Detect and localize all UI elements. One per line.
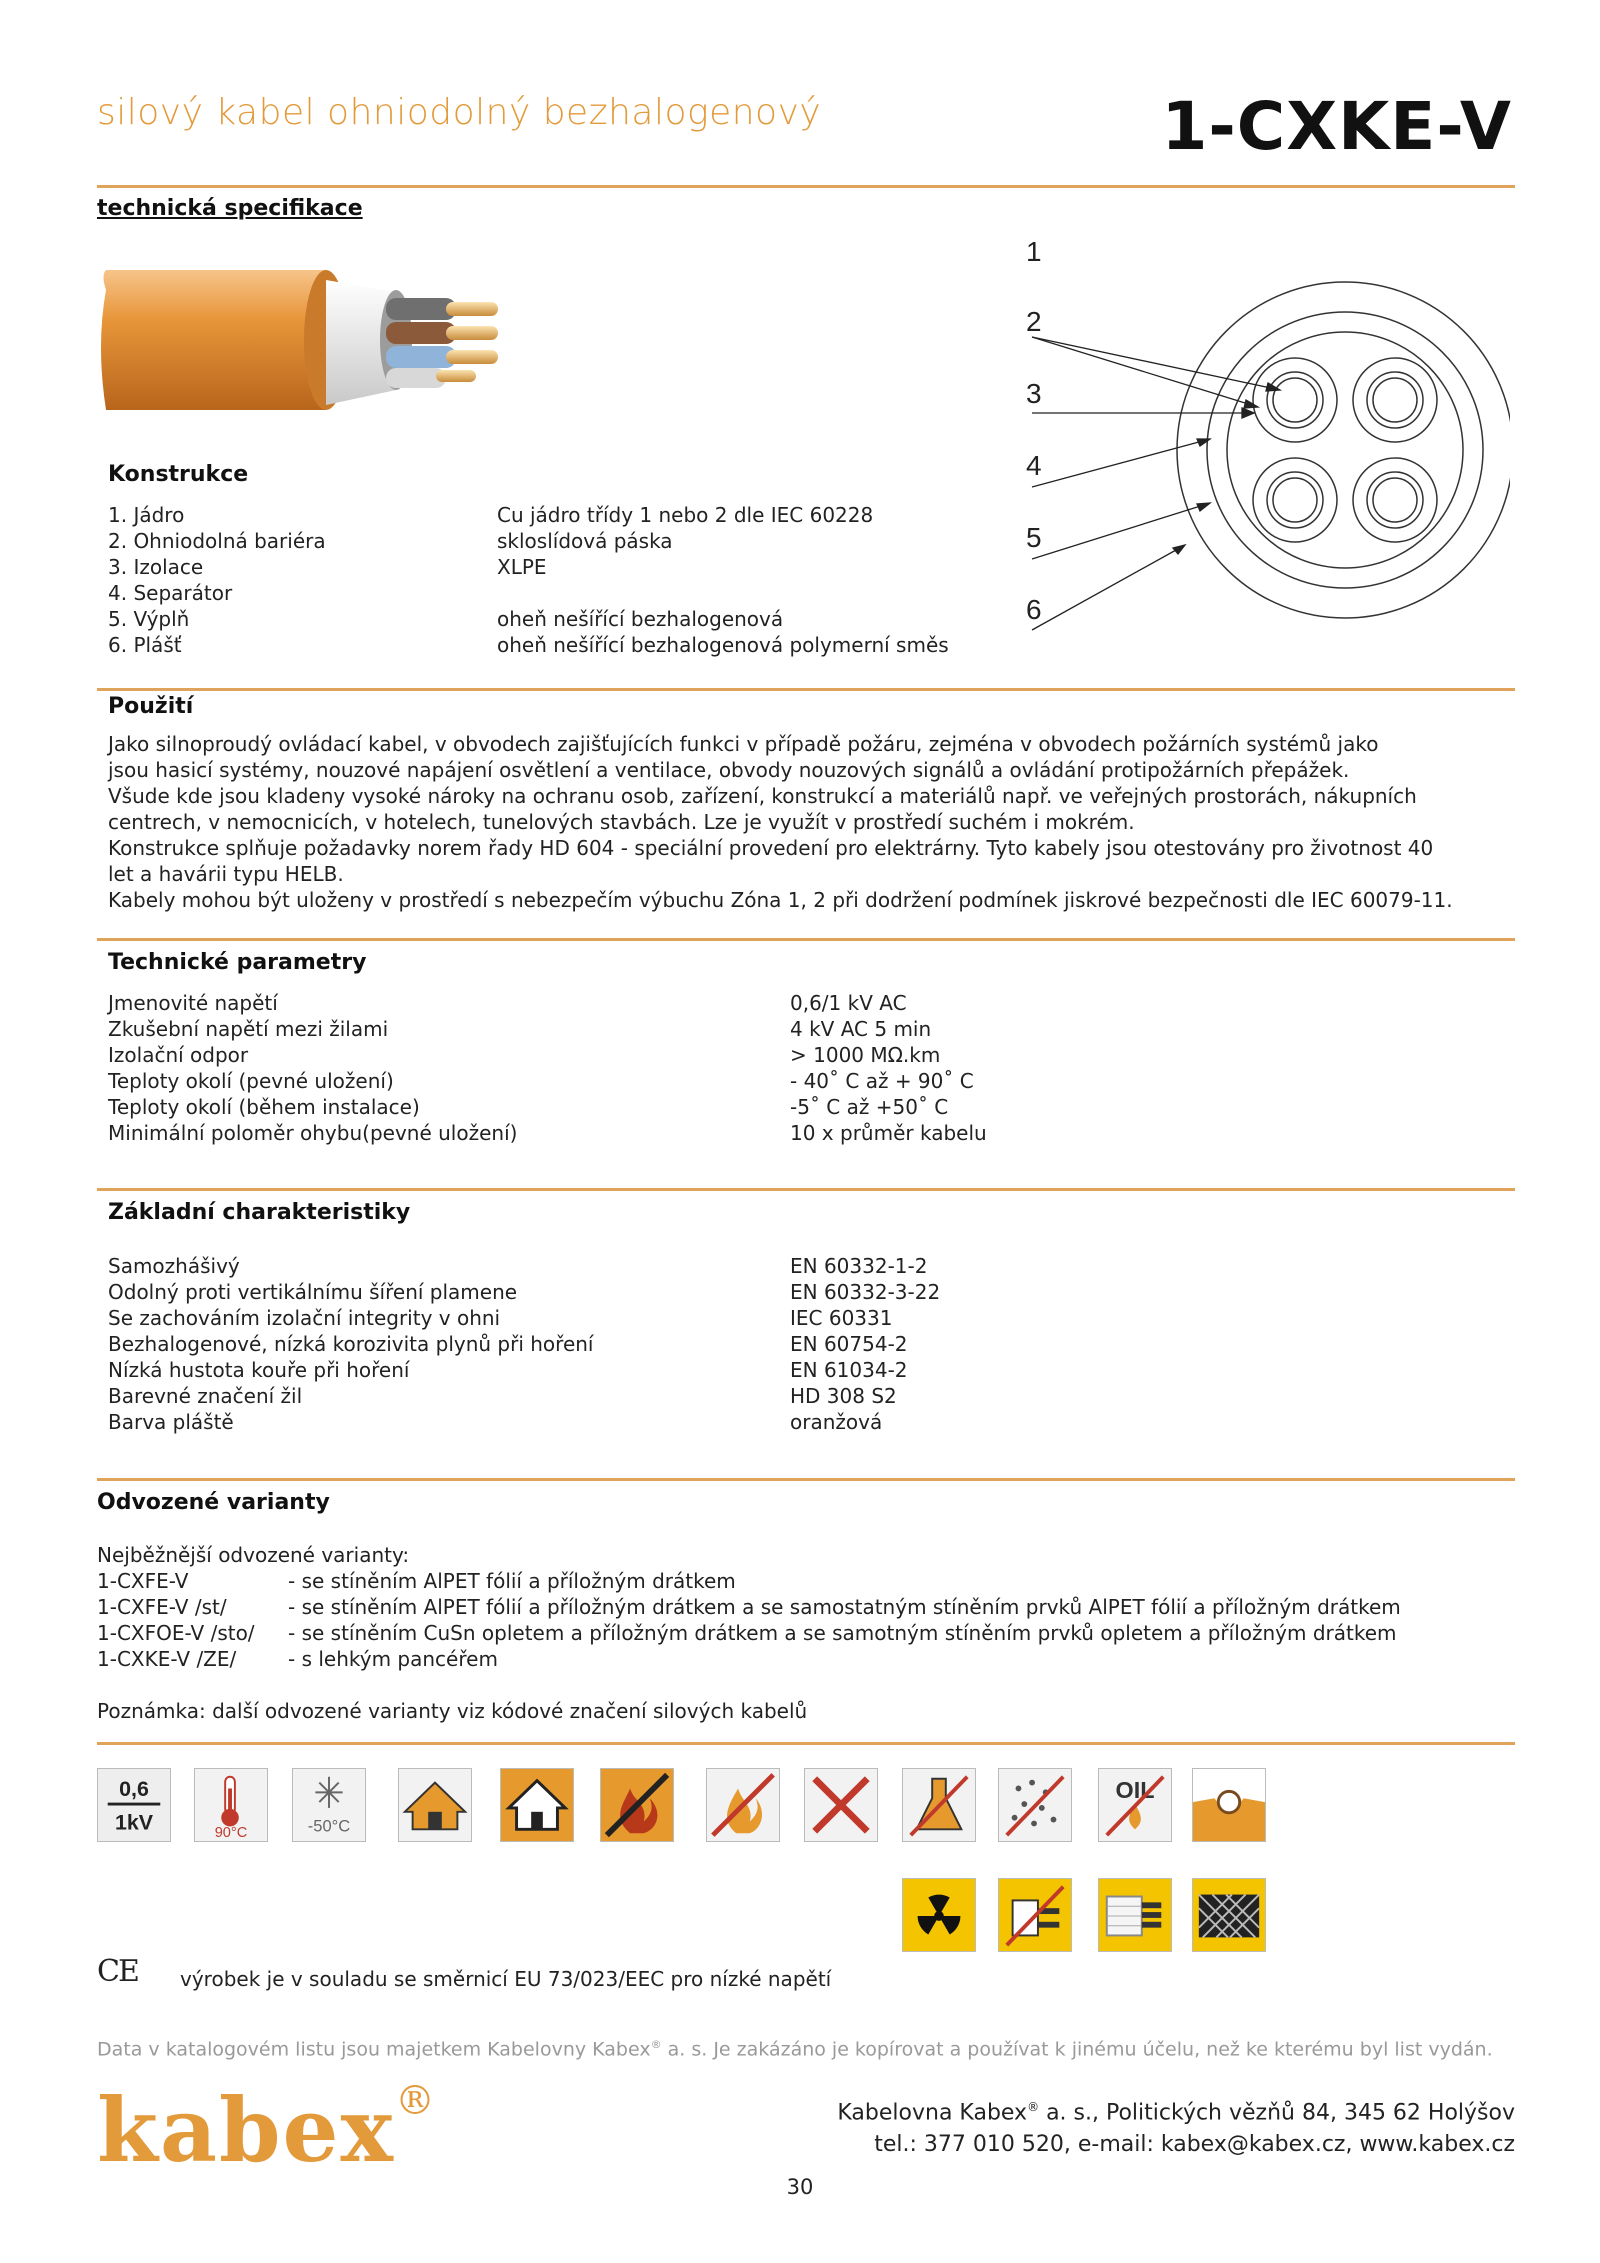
- callout-4: 4: [1026, 450, 1042, 481]
- halogen-free-icon: [804, 1768, 878, 1842]
- variant-desc: - se stíněním CuSn opletem a příložným drátkem a se samotným stíněním prvků opletem a příložným drátkem: [288, 1621, 1397, 1645]
- divider: [97, 938, 1515, 941]
- characteristic-label: Samozhášivý: [108, 1254, 240, 1278]
- param-value: > 1000 MΩ.km: [790, 1043, 941, 1067]
- usage-title: Použití: [108, 694, 194, 719]
- page-number: 30: [786, 2175, 814, 2199]
- divider: [97, 688, 1515, 691]
- param-value: 4 kV AC 5 min: [790, 1017, 932, 1041]
- usage-line: let a havárii typu HELB.: [108, 862, 344, 886]
- radiation-resistant-icon: [902, 1878, 976, 1952]
- param-label: Zkušební napětí mezi žilami: [108, 1017, 389, 1041]
- divider: [97, 1742, 1515, 1745]
- flame-retardant-icon: [706, 1768, 780, 1842]
- kabex-logo: kabex®: [97, 2078, 437, 2182]
- characteristic-value: EN 61034-2: [790, 1358, 908, 1382]
- variant-code: 1-CXKE-V /ZE/: [97, 1647, 237, 1671]
- variants-intro: Nejběžnější odvozené varianty:: [97, 1543, 410, 1567]
- param-value: 0,6/1 kV AC: [790, 991, 907, 1015]
- divider: [97, 185, 1515, 188]
- ce-compliance-text: výrobek je v souladu se směrnicí EU 73/023/EEC pro nízké napětí: [180, 1967, 832, 1991]
- usage-text: [108, 731, 1518, 913]
- characteristic-value: EN 60332-3-22: [790, 1280, 941, 1304]
- param-label: Izolační odpor: [108, 1043, 249, 1067]
- construction-label: 2. Ohniodolná bariéra: [108, 529, 326, 553]
- temperature-max-icon: [194, 1768, 268, 1842]
- construction-value: oheň nešířící bezhalogenová: [497, 607, 784, 631]
- construction-title: Konstrukce: [108, 462, 249, 487]
- indoor-icon: [398, 1768, 472, 1842]
- characteristic-label: Barva pláště: [108, 1410, 234, 1434]
- variant-code: 1-CXFE-V /st/: [97, 1595, 227, 1619]
- divider: [97, 1188, 1515, 1191]
- usage-line: jsou hasicí systémy, nouzové napájení osvětlení a ventilace, obvody nouzových signálů a ovládání protipožárních přepážek.: [108, 758, 1350, 782]
- callout-3: 3: [1026, 378, 1042, 409]
- divider: [97, 1478, 1515, 1481]
- characteristic-value: EN 60332-1-2: [790, 1254, 928, 1278]
- construction-label: 3. Izolace: [108, 555, 204, 579]
- param-value: 10 x průměr kabelu: [790, 1121, 987, 1145]
- characteristic-value: oranžová: [790, 1410, 883, 1434]
- voltage-top-label: 0,6: [119, 1777, 149, 1802]
- document-subtitle: silový kabel ohniodolný bezhalogenový: [97, 92, 822, 133]
- construction-label: 4. Separátor: [108, 581, 233, 605]
- usage-line: Kabely mohou být uloženy v prostředí s nebezpečím výbuchu Zóna 1, 2 při dodržení podmínek jiskrové bezpečnosti dle IEC 60079-11.: [108, 888, 1453, 912]
- characteristic-label: Barevné značení žil: [108, 1384, 303, 1408]
- braid-shield-icon: [1192, 1878, 1266, 1952]
- ce-mark: CE: [97, 1954, 138, 1989]
- oil-resistant-icon: [1098, 1768, 1172, 1842]
- construction-value: XLPE: [497, 555, 547, 579]
- usage-line: centrech, v nemocnicích, v hotelech, tunelových stavbách. Lze je využít v prostředí suchém i mokrém.: [108, 810, 1135, 834]
- characteristic-label: Bezhalogenové, nízká korozivita plynů při hoření: [108, 1332, 594, 1356]
- low-smoke-icon: [998, 1768, 1072, 1842]
- voltage-bottom-label: 1kV: [114, 1810, 154, 1835]
- temp-min-label: -50°C: [307, 1816, 351, 1836]
- company-address: Kabelovna Kabex® a. s., Politických vězňů 84, 345 62 Holýšov: [837, 2100, 1515, 2126]
- characteristic-label: Odolný proti vertikálnímu šíření plamene: [108, 1280, 518, 1304]
- params-title: Technické parametry: [108, 950, 367, 975]
- cable-photo: [96, 250, 596, 440]
- company-contact: tel.: 377 010 520, e-mail: kabex@kabex.cz, www.kabex.cz: [874, 2132, 1515, 2157]
- usage-line: Všude kde jsou kladeny vysoké nároky na ochranu osob, zařízení, konstrukcí a materiálů např. ve veřejných prostorách, nákupních: [108, 784, 1417, 808]
- construction-value: skloslídová páska: [497, 529, 673, 553]
- param-label: Teploty okolí (pevné uložení): [108, 1069, 394, 1093]
- variant-desc: - se stíněním AlPET fólií a příložným drátkem: [288, 1569, 736, 1593]
- variant-desc: - s lehkým pancéřem: [288, 1647, 498, 1671]
- uv-resistant-icon: [998, 1878, 1072, 1952]
- variant-desc: - se stíněním AlPET fólií a příložným drátkem a se samostatným stíněním prvků AlPET fólií a příložným drátkem: [288, 1595, 1401, 1619]
- callout-6: 6: [1026, 594, 1042, 625]
- param-label: Jmenovité napětí: [108, 991, 278, 1015]
- variants-title: Odvozené varianty: [97, 1490, 330, 1515]
- construction-label: 6. Plášť: [108, 633, 182, 657]
- construction-label: 5. Výplň: [108, 607, 190, 631]
- usage-line: Konstrukce splňuje požadavky norem řady HD 604 - speciální provedení pro elektrárny. Tyto kabely jsou otestovány pro životnost 40: [108, 836, 1434, 860]
- temperature-min-icon: [292, 1768, 366, 1842]
- characteristic-value: EN 60754-2: [790, 1332, 908, 1356]
- characteristic-value: HD 308 S2: [790, 1384, 897, 1408]
- param-value: - 40˚ C až + 90˚ C: [790, 1069, 974, 1093]
- outdoor-icon: [500, 1768, 574, 1842]
- variant-code: 1-CXFOE-V /sto/: [97, 1621, 255, 1645]
- variants-note: Poznámka: další odvozené varianty viz kódové značení silových kabelů: [97, 1699, 808, 1723]
- characteristic-value: IEC 60331: [790, 1306, 893, 1330]
- callout-2: 2: [1026, 306, 1042, 337]
- cable-model-title: 1-CXKE-V: [1161, 88, 1512, 165]
- voltage-icon: [97, 1768, 171, 1842]
- characteristic-label: Nízká hustota kouře při hoření: [108, 1358, 410, 1382]
- param-label: Minimální poloměr ohybu(pevné uložení): [108, 1121, 518, 1145]
- usage-line: Jako silnoproudý ovládací kabel, v obvodech zajišťujících funkci v případě požáru, zejména v obvodech požárních systémů jako: [108, 732, 1379, 756]
- callout-5: 5: [1026, 522, 1042, 553]
- copyright-disclaimer: Data v katalogovém listu jsou majetkem Kabelovny Kabex® a. s. Je zakázáno je kopírovat a používat k jinému účelu, než ke kterému byl list vydán.: [97, 2038, 1493, 2061]
- variant-code: 1-CXFE-V: [97, 1569, 189, 1593]
- characteristic-label: Se zachováním izolační integrity v ohni: [108, 1306, 501, 1330]
- temp-max-label: 90°C: [214, 1825, 248, 1841]
- foil-shield-icon: [1098, 1878, 1172, 1952]
- construction-value: oheň nešířící bezhalogenová polymerní směs: [497, 633, 949, 657]
- callout-1: 1: [1026, 236, 1042, 267]
- param-label: Teploty okolí (během instalace): [108, 1095, 420, 1119]
- spec-title: technická specifikace: [97, 196, 363, 221]
- oil-label: OIL: [1115, 1777, 1155, 1804]
- construction-label: 1. Jádro: [108, 503, 185, 527]
- fire-resistant-icon: [600, 1768, 674, 1842]
- param-value: -5˚ C až +50˚ C: [790, 1095, 949, 1119]
- chemical-resistance-icon: [902, 1768, 976, 1842]
- underground-icon: [1192, 1768, 1266, 1842]
- construction-value: Cu jádro třídy 1 nebo 2 dle IEC 60228: [497, 503, 874, 527]
- characteristics-title: Základní charakteristiky: [108, 1200, 411, 1225]
- cross-section-diagram: [1010, 225, 1510, 665]
